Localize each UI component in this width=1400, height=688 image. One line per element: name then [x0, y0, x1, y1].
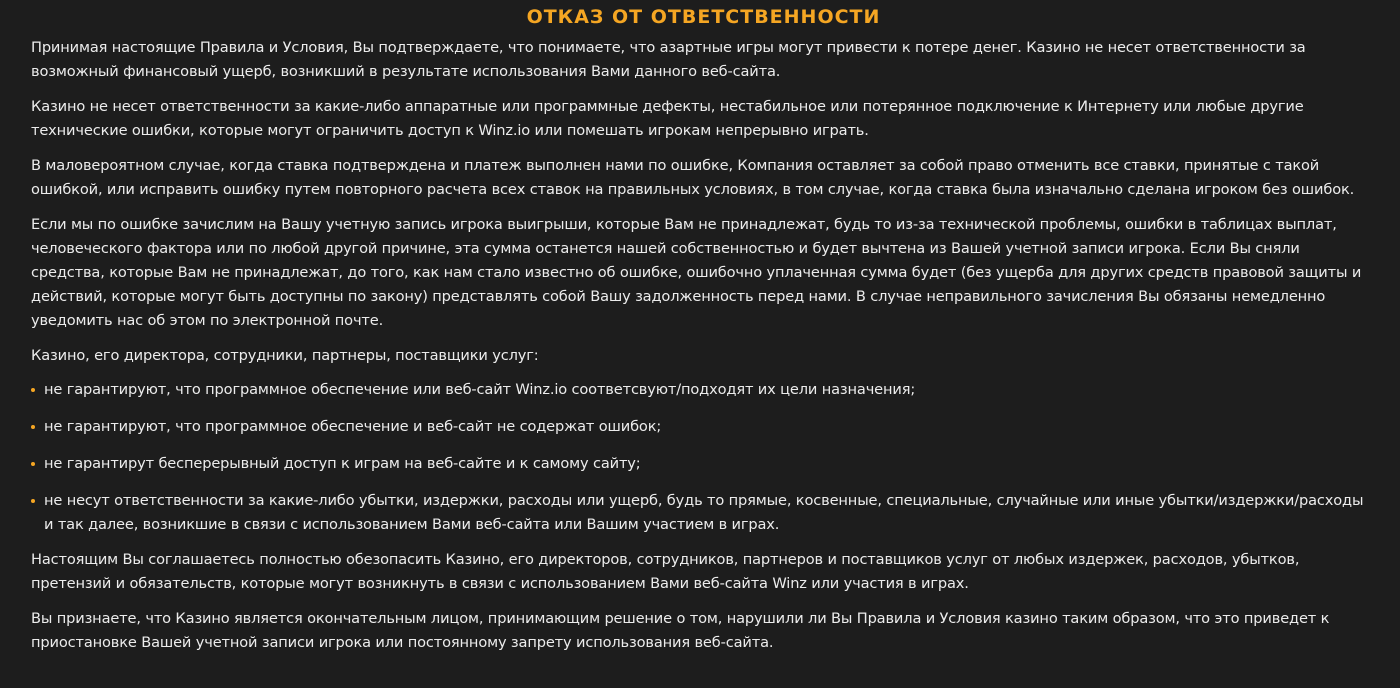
list-item [31, 489, 1376, 537]
list-item [31, 452, 1376, 476]
paragraph-bet-errors: В маловероятном случае, когда ставка подтверждена и платеж выполнен нами по ошибке, Компания оставляет за собой право отменить все ставки, принятые с такой ошибкой, или исправить ошибку путем повторного расчета всех ставок на правильных условиях, в том случае, когда ставка была изначально сделана игроком без ошибок. [31, 157, 1355, 198]
list-item [31, 415, 1376, 439]
paragraph-casino-parties: Казино, его директора, сотрудники, партнеры, поставщики услуг: [31, 347, 539, 364]
paragraph-final-decision: Вы признаете, что Казино является окончательным лицом, принимающим решение о том, нарушили ли Вы Правила и Условия казино таким образом, что это приведет к приостановке Вашей учетной записи игрока или постоянному запрету использования веб-сайта. [31, 610, 1330, 651]
list-item-text: не гарантируют, что программное обеспечение и веб-сайт не содержат ошибок; [44, 418, 662, 435]
list-item-text: не несут ответственности за какие-либо убытки, издержки, расходы или ущерб, будь то прямые, косвенные, специальные, случайные или иные убытки/издержки/расходы и так далее, возникшие в связи с использованием Вами веб-сайта или Вашим участием в играх. [44, 492, 1364, 533]
section-title: ОТКАЗ ОТ ОТВЕТСТВЕННОСТИ [526, 6, 881, 28]
paragraph-technical-errors: Казино не несет ответственности за какие-либо аппаратные или программные дефекты, нестабильное или потерянное подключение к Интернету или любые другие технические ошибки, которые могут ограничить доступ к Winz.io или помешать игрокам непрерывно играть. [31, 98, 1304, 139]
list-item-text: не гарантируют, что программное обеспечение или веб-сайт Winz.io соответсвуют/подходят их цели назначения; [44, 381, 916, 398]
bullet-dot-icon [31, 425, 35, 429]
paragraph-indemnity: Настоящим Вы соглашаетесь полностью обезопасить Казино, его директоров, сотрудников, партнеров и поставщиков услуг от любых издержек, расходов, убытков, претензий и обязательств, которые могут возникнуть в связи с использованием Вами веб-сайта Winz или участия в играх. [31, 551, 1300, 592]
disclaimer-section [31, 0, 1376, 655]
bullet-dot-icon [31, 499, 35, 503]
paragraph-financial-loss: Принимая настоящие Правила и Условия, Вы подтверждаете, что понимаете, что азартные игры могут привести к потере денег. Казино не несет ответственности за возможный финансовый ущерб, возникший в результате использования Вами данного веб-сайта. [31, 39, 1306, 80]
warranty-list [31, 378, 1376, 537]
list-item [31, 378, 1376, 402]
bullet-dot-icon [31, 462, 35, 466]
bullet-dot-icon [31, 388, 35, 392]
paragraph-mistaken-credit: Если мы по ошибке зачислим на Вашу учетную запись игрока выигрыши, которые Вам не принадлежат, будь то из-за технической проблемы, ошибки в таблицах выплат, человеческого фактора или по любой другой причине, эта сумма останется нашей собственностью и будет вычтена из Вашей учетной записи игрока. Если Вы сняли средства, которые Вам не принадлежат, до того, как нам стало известно об ошибке, ошибочно уплаченная сумма будет (без ущерба для других средств правовой защиты и действий, которые могут быть доступны по закону) представлять собой Вашу задолженность перед нами. В случае неправильного зачисления Вы обязаны немедленно уведомить нас об этом по электронной почте. [31, 216, 1362, 329]
list-item-text: не гарантирут бесперерывный доступ к играм на веб-сайте и к самому сайту; [44, 455, 641, 472]
